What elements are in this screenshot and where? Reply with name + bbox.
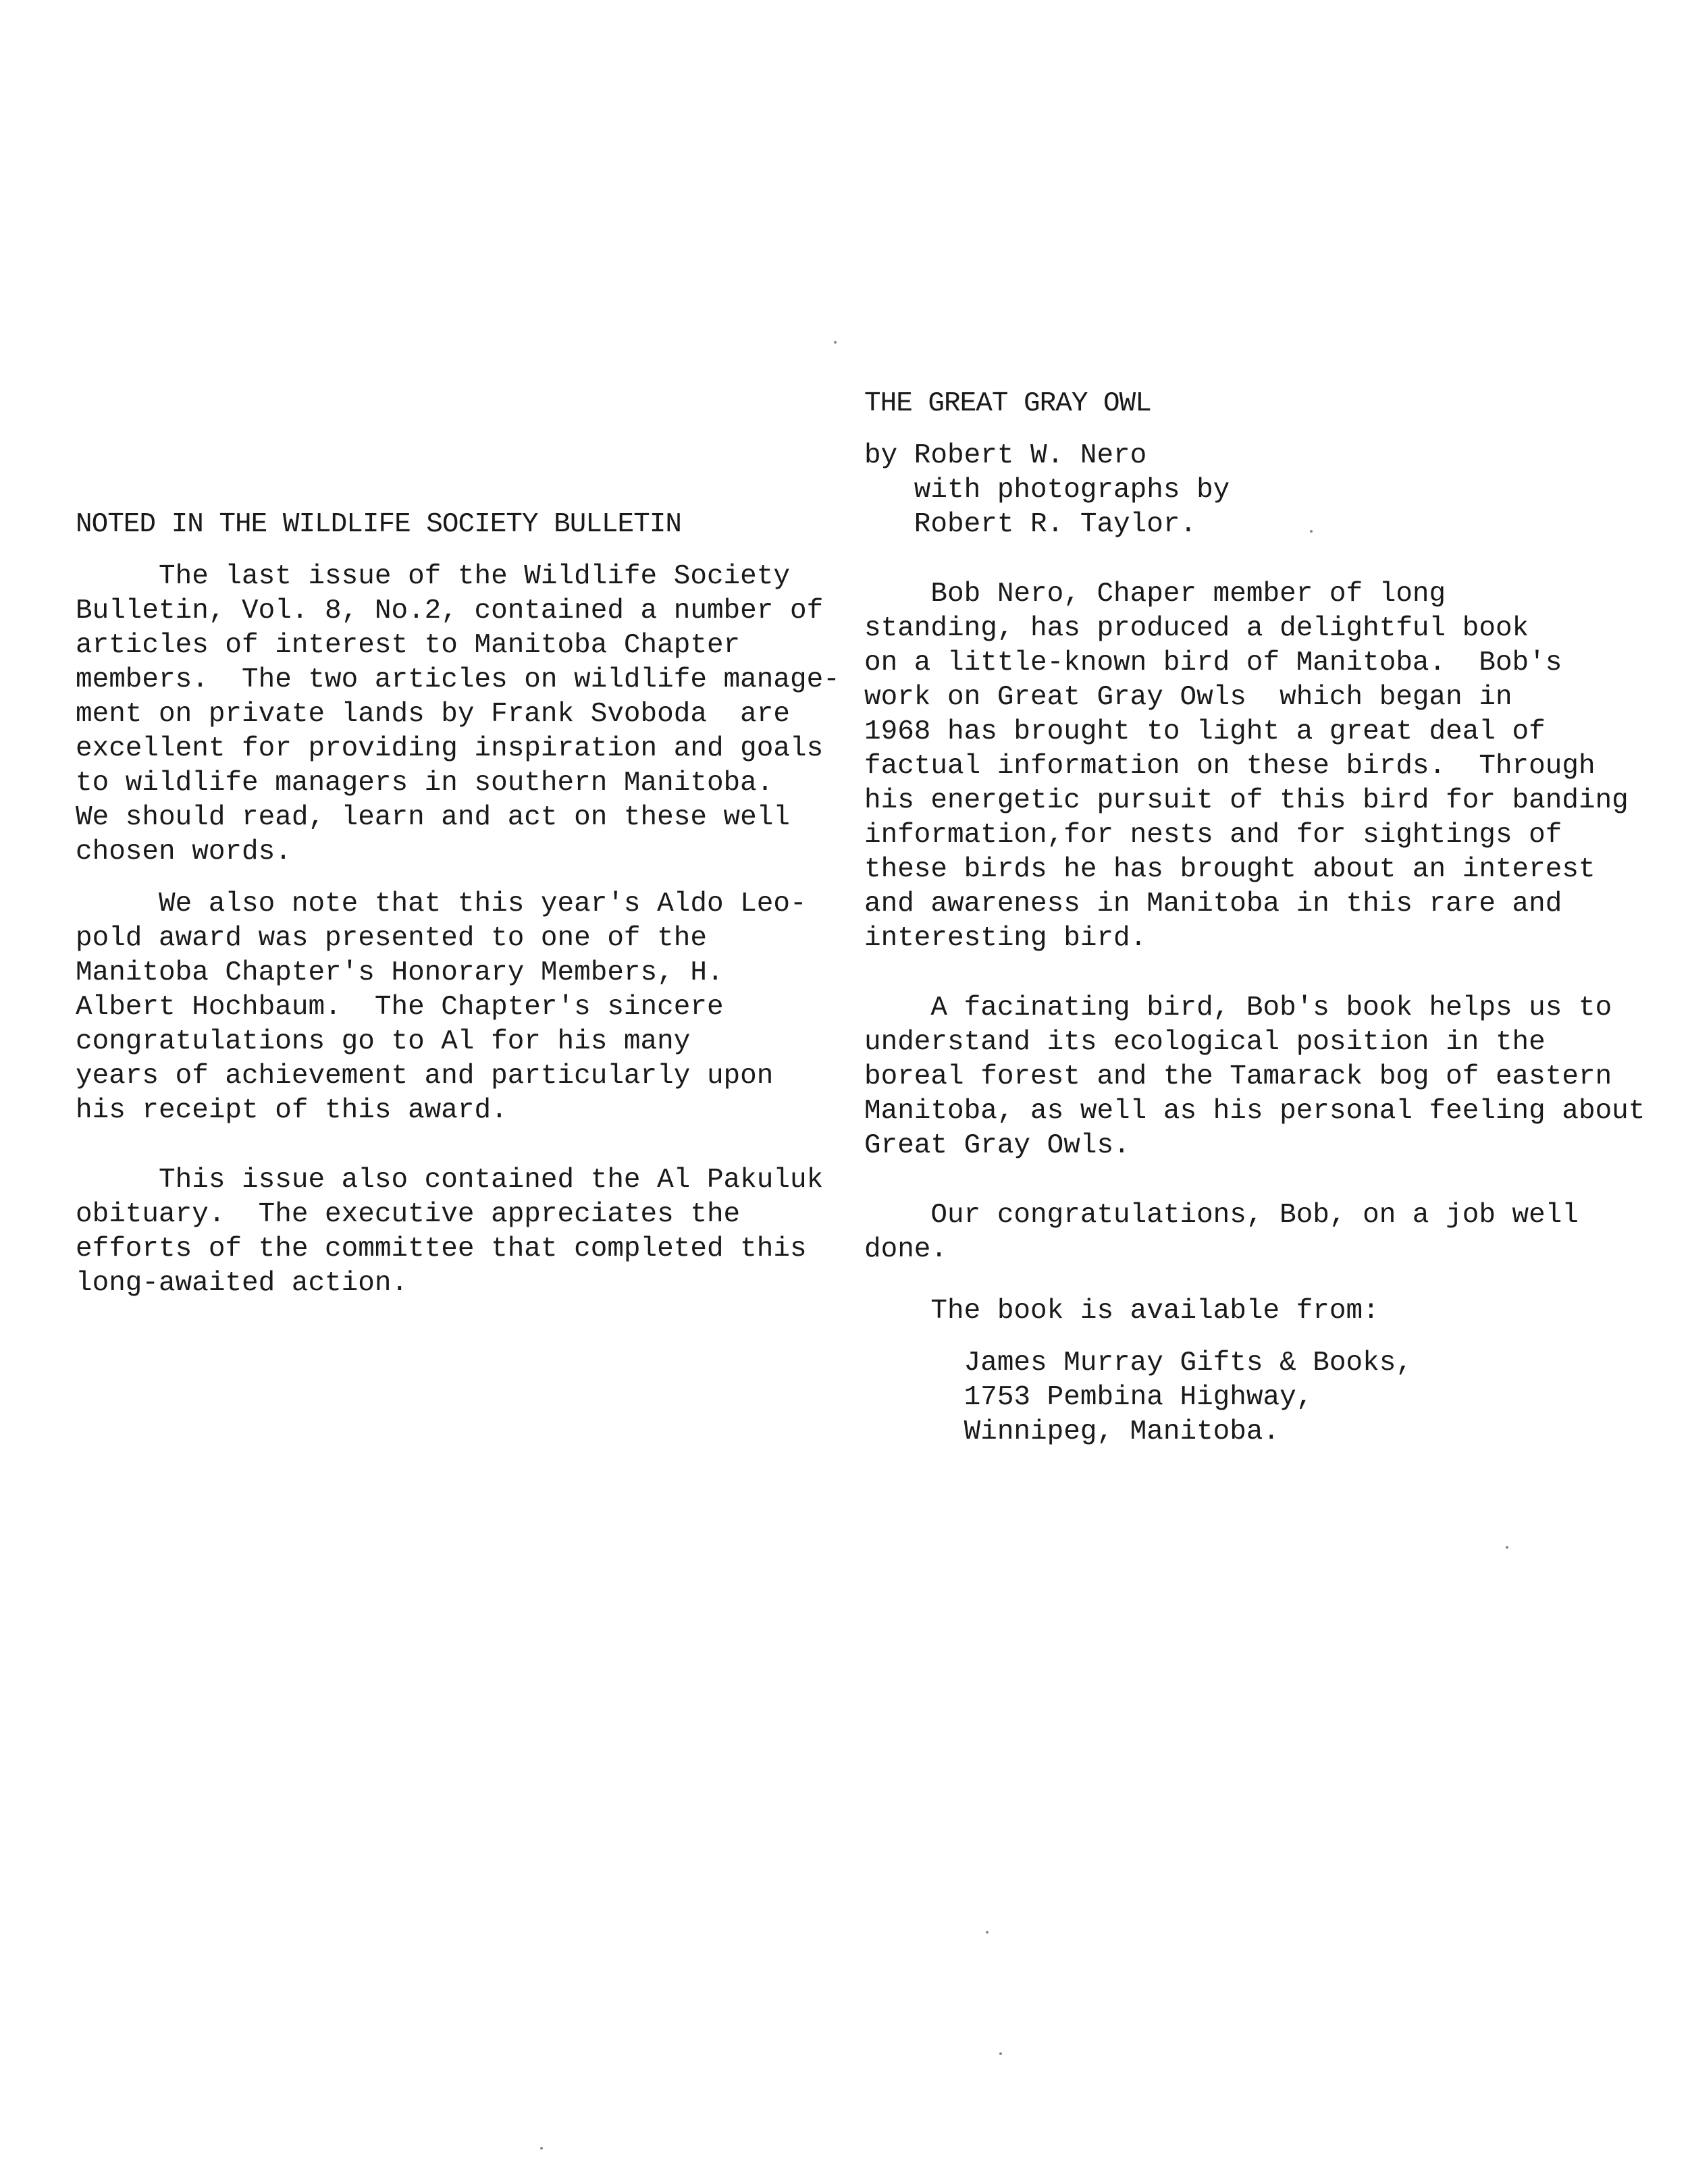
text-line: factual information on these birds. Through bbox=[864, 751, 1595, 782]
text-line: Great Gray Owls. bbox=[864, 1130, 1130, 1161]
text-line: his receipt of this award. bbox=[76, 1095, 508, 1126]
availability-label: The book is available from: bbox=[864, 1296, 1379, 1327]
text-line: articles of interest to Manitoba Chapter bbox=[76, 630, 741, 661]
left-paragraph-3 bbox=[76, 1163, 839, 1301]
text-line: years of achievement and particularly upon bbox=[76, 1061, 774, 1092]
right-paragraph-2 bbox=[864, 991, 1668, 1163]
text-line: congratulations go to Al for his many bbox=[76, 1026, 691, 1057]
scan-speck bbox=[834, 341, 837, 344]
text-line: information,for nests and for sightings of bbox=[864, 820, 1562, 851]
scan-speck bbox=[1506, 1546, 1508, 1549]
text-line: We also note that this year's Aldo Leo- bbox=[76, 888, 807, 920]
address-line: 1753 Pembina Highway, bbox=[864, 1382, 1313, 1413]
right-article-heading: THE GREAT GRAY OWL bbox=[864, 388, 1151, 419]
text-line: on a little-known bird of Manitoba. Bob's bbox=[864, 647, 1562, 678]
byline-line: Robert R. Taylor. bbox=[864, 509, 1197, 540]
text-line: This issue also contained the Al Pakuluk bbox=[76, 1165, 824, 1196]
right-paragraph-1 bbox=[864, 577, 1668, 956]
text-line: A facinating bird, Bob's book helps us to bbox=[864, 992, 1612, 1023]
text-line: standing, has produced a delightful book bbox=[864, 613, 1529, 644]
text-line: members. The two articles on wildlife manage- bbox=[76, 664, 840, 695]
text-line: understand its ecological position in the bbox=[864, 1027, 1546, 1058]
text-line: We should read, learn and act on these well bbox=[76, 802, 790, 833]
text-line: The last issue of the Wildlife Society bbox=[76, 561, 790, 592]
text-line: Manitoba Chapter's Honorary Members, H. bbox=[76, 957, 724, 988]
byline-line: with photographs by bbox=[864, 475, 1230, 506]
text-line: and awareness in Manitoba in this rare and bbox=[864, 888, 1562, 920]
address-line: James Murray Gifts & Books, bbox=[864, 1348, 1413, 1379]
byline bbox=[864, 439, 1668, 542]
scan-speck bbox=[1310, 530, 1313, 533]
text-line: Albert Hochbaum. The Chapter's sincere bbox=[76, 992, 724, 1023]
left-column-article bbox=[76, 508, 839, 1301]
left-paragraph-1 bbox=[76, 560, 839, 870]
text-line: to wildlife managers in southern Manitoba. bbox=[76, 768, 774, 799]
text-line: pold award was presented to one of the bbox=[76, 923, 707, 954]
right-paragraph-3 bbox=[864, 1198, 1668, 1267]
text-line: done. bbox=[864, 1234, 948, 1265]
text-line: his energetic pursuit of this bird for banding bbox=[864, 785, 1629, 816]
text-line: boreal forest and the Tamarack bog of eastern bbox=[864, 1061, 1612, 1092]
text-line: Our congratulations, Bob, on a job well bbox=[864, 1200, 1579, 1231]
text-line: work on Great Gray Owls which began in bbox=[864, 682, 1512, 713]
left-paragraph-2 bbox=[76, 887, 839, 1128]
text-line: Manitoba, as well as his personal feeling about bbox=[864, 1096, 1645, 1127]
text-line: excellent for providing inspiration and goals bbox=[76, 733, 824, 764]
address-line: Winnipeg, Manitoba. bbox=[864, 1416, 1280, 1447]
scan-speck bbox=[999, 2052, 1002, 2055]
text-line: 1968 has brought to light a great deal of bbox=[864, 716, 1546, 747]
text-line: Bulletin, Vol. 8, No.2, contained a number of bbox=[76, 595, 824, 627]
byline-line: by Robert W. Nero bbox=[864, 440, 1147, 471]
text-line: ment on private lands by Frank Svoboda are bbox=[76, 699, 790, 730]
right-column-article bbox=[864, 387, 1668, 1449]
text-line: obituary. The executive appreciates the bbox=[76, 1199, 741, 1230]
text-line: interesting bird. bbox=[864, 923, 1147, 954]
store-address bbox=[864, 1346, 1668, 1449]
scan-speck bbox=[540, 2147, 543, 2150]
text-line: long-awaited action. bbox=[76, 1268, 408, 1299]
text-line: chosen words. bbox=[76, 836, 292, 868]
left-article-heading: NOTED IN THE WILDLIFE SOCIETY BULLETIN bbox=[76, 509, 681, 540]
text-line: efforts of the committee that completed this bbox=[76, 1233, 807, 1264]
text-line: Bob Nero, Chaper member of long bbox=[864, 579, 1446, 610]
text-line: these birds he has brought about an interest bbox=[864, 854, 1595, 885]
scan-speck bbox=[986, 1931, 988, 1934]
